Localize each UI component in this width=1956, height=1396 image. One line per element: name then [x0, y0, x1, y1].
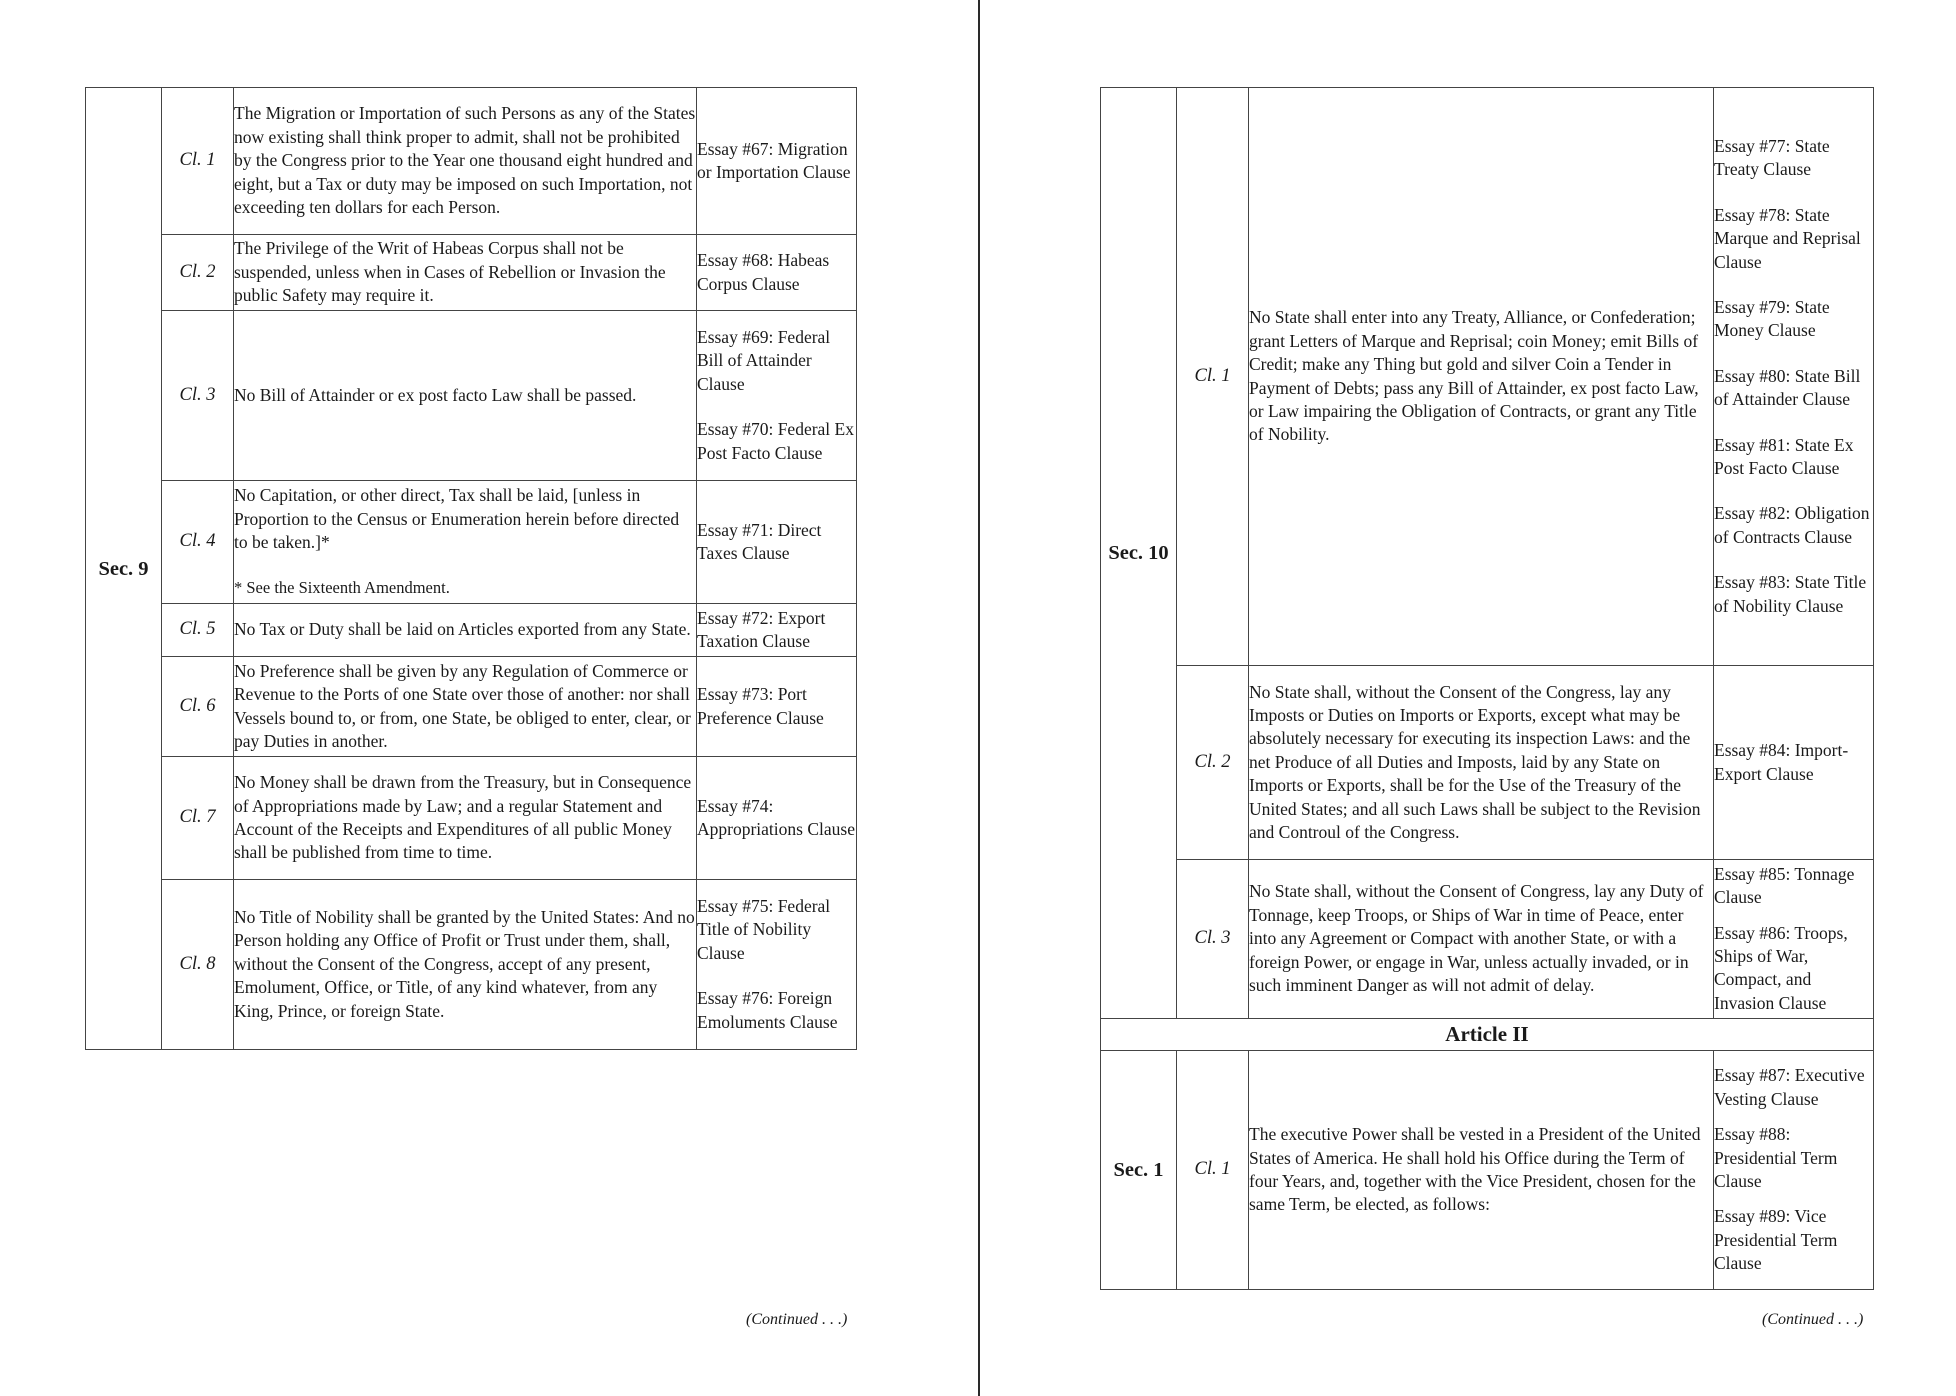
essay-link[interactable]: Essay #81: State Ex Post Facto Clause — [1714, 434, 1854, 479]
essay-link[interactable]: Essay #77: State Treaty Clause — [1714, 135, 1830, 180]
table-row — [86, 880, 857, 1050]
footnote: * See the Sixteenth Amendment. — [234, 578, 450, 598]
essay-link[interactable]: Essay #83: State Title of Nobility Clause — [1714, 572, 1867, 616]
essay-link[interactable]: Essay #72: Export Taxation Clause — [697, 607, 826, 651]
essay-link[interactable]: Essay #89: Vice Presidential Term Clause — [1714, 1206, 1838, 1274]
clause-text: The Privilege of the Writ of Habeas Corpus shall not be suspended, unless when in Cases of Rebellion or Invasion the public Safety may require it. — [234, 235, 697, 311]
clause-text: No Bill of Attainder or ex post facto Law shall be passed. — [234, 311, 697, 481]
clause-text: No State shall enter into any Treaty, Alliance, or Confederation; grant Letters of Marque and Reprisal; coin Money; emit Bills of Credit; make any Thing but gold and silver Coin a Tender in Payment of Debts; pass any Bill of Attainder, ex post facto Law, or Law impairing the Obligation of Contracts, or grant any Title of Nobility. — [1249, 88, 1714, 666]
clause-text: No Money shall be drawn from the Treasury, but in Consequence of Appropriations made by Law; and a regular Statement and Account of the Receipts and Expenditures of all public Money shall be published from time to time. — [234, 757, 697, 880]
section-label: Sec. 9 — [86, 88, 162, 1050]
clause-text: No Preference shall be given by any Regulation of Commerce or Revenue to the Ports of one State over those of another: nor shall Vessels bound to, or from, one State, be obliged to enter, clear, or pay Duties in another. — [234, 657, 697, 757]
section-label: Sec. 10 — [1101, 88, 1177, 1019]
essay-link[interactable]: Essay #76: Foreign Emoluments Clause — [697, 988, 838, 1032]
clause-label: Cl. 4 — [162, 481, 234, 604]
table-row — [86, 235, 857, 311]
essay-link[interactable]: Essay #87: Executive Vesting Clause — [1714, 1065, 1865, 1109]
essay-link[interactable]: Essay #73: Port Preference Clause — [697, 684, 824, 728]
essay-link[interactable]: Essay #75: Federal Title of Nobility Clause — [697, 895, 831, 963]
table-row — [1101, 1019, 1874, 1051]
essay-cell — [697, 657, 857, 757]
essay-cell — [697, 311, 857, 481]
continued-note: (Continued . . .) — [746, 1311, 848, 1328]
essay-cell — [1714, 88, 1874, 666]
clause-label: Cl. 7 — [162, 757, 234, 880]
article-heading: Article II — [1101, 1019, 1874, 1051]
table-row — [86, 757, 857, 880]
essay-link[interactable]: Essay #82: Obligation of Contracts Clause — [1714, 503, 1870, 547]
essay-link[interactable]: Essay #86: Troops, Ships of War, Compact, and Invasion Clause — [1714, 922, 1848, 1013]
clause-label: Cl. 2 — [162, 235, 234, 311]
essay-cell — [697, 235, 857, 311]
essay-link[interactable]: Essay #80: State Bill of Attainder Clause — [1714, 365, 1861, 410]
clause-label: Cl. 5 — [162, 604, 234, 657]
clause-label: Cl. 1 — [162, 88, 234, 235]
essay-link[interactable]: Essay #69: Federal Bill of Attainder Clause — [697, 326, 831, 394]
essay-link[interactable]: Essay #67: Migration or Importation Clause — [697, 138, 851, 182]
clause-text: No Title of Nobility shall be granted by the United States: And no Person holding any Office of Profit or Trust under them, shall, without the Consent of the Congress, accept of any present, Emolument, Office, or Title, of any kind whatever, from any King, Prince, or foreign State. — [234, 880, 697, 1050]
clause-label: Cl. 2 — [1177, 666, 1249, 860]
table-row — [86, 311, 857, 481]
table-row — [1101, 88, 1874, 666]
essay-link[interactable]: Essay #71: Direct Taxes Clause — [697, 519, 822, 563]
clause-text: No State shall, without the Consent of Congress, lay any Duty of Tonnage, keep Troops, or Ships of War in time of Peace, enter into any Agreement or Compact with another State, or with a foreign Power, or engage in War, unless actually invaded, or in such imminent Danger as will not admit of delay. — [1249, 860, 1714, 1019]
clause-label: Cl. 8 — [162, 880, 234, 1050]
left-clause-table — [85, 87, 857, 1050]
clause-label: Cl. 6 — [162, 657, 234, 757]
clause-label: Cl. 3 — [162, 311, 234, 481]
essay-cell — [697, 757, 857, 880]
essay-link[interactable]: Essay #70: Federal Ex Post Facto Clause — [697, 419, 854, 463]
right-page — [980, 0, 1956, 1396]
clause-label: Cl. 1 — [1177, 1051, 1249, 1290]
essay-cell — [1714, 1051, 1874, 1290]
clause-text: The Migration or Importation of such Persons as any of the States now existing shall think proper to admit, shall not be prohibited by the Congress prior to the Year one thousand eight hundred and eight, but a Tax or duty may be imposed on such Importation, not exceeding ten dollars for each Person. — [234, 88, 697, 235]
continued-note: (Continued . . .) — [1762, 1311, 1864, 1328]
table-row — [1101, 860, 1874, 1019]
essay-cell — [697, 604, 857, 657]
essay-link[interactable]: Essay #84: Import-Export Clause — [1714, 740, 1849, 784]
table-row — [86, 481, 857, 604]
essay-link[interactable]: Essay #79: State Money Clause — [1714, 296, 1830, 341]
table-row — [1101, 666, 1874, 860]
section-label: Sec. 1 — [1101, 1051, 1177, 1290]
table-row — [86, 88, 857, 235]
table-row — [1101, 1051, 1874, 1290]
essay-cell — [1714, 666, 1874, 860]
right-clause-table — [1100, 87, 1874, 1290]
essay-link[interactable]: Essay #74: Appropriations Clause — [697, 795, 855, 839]
essay-cell — [1714, 860, 1874, 1019]
clause-text: The executive Power shall be vested in a President of the United States of America. He shall hold his Office during the Term of four Years, and, together with the Vice President, chosen for the same Term, be elected, as follows: — [1249, 1051, 1714, 1290]
clause-text: No State shall, without the Consent of the Congress, lay any Imposts or Duties on Imports or Exports, except what may be absolutely necessary for executing its inspection Laws: and the net Produce of all Duties and Imposts, laid by any State on Imports or Exports, shall be for the Use of the Treasury of the United States; and all such Laws shall be subject to the Revision and Controul of the Congress. — [1249, 666, 1714, 860]
clause-text-cell — [234, 481, 697, 604]
table-row — [86, 604, 857, 657]
essay-cell — [697, 481, 857, 604]
clause-text: No Capitation, or other direct, Tax shall be laid, [unless in Proportion to the Census or Enumeration herein before directed to be taken.]* — [234, 485, 680, 552]
clause-label: Cl. 1 — [1177, 88, 1249, 666]
clause-label: Cl. 3 — [1177, 860, 1249, 1019]
essay-link[interactable]: Essay #68: Habeas Corpus Clause — [697, 250, 830, 294]
essay-link[interactable]: Essay #88: Presidential Term Clause — [1714, 1124, 1838, 1191]
essay-cell — [697, 88, 857, 235]
essay-link[interactable]: Essay #78: State Marque and Reprisal Clause — [1714, 204, 1861, 272]
table-row — [86, 657, 857, 757]
essay-link[interactable]: Essay #85: Tonnage Clause — [1714, 863, 1855, 908]
clause-text: No Tax or Duty shall be laid on Articles exported from any State. — [234, 604, 697, 657]
essay-cell — [697, 880, 857, 1050]
